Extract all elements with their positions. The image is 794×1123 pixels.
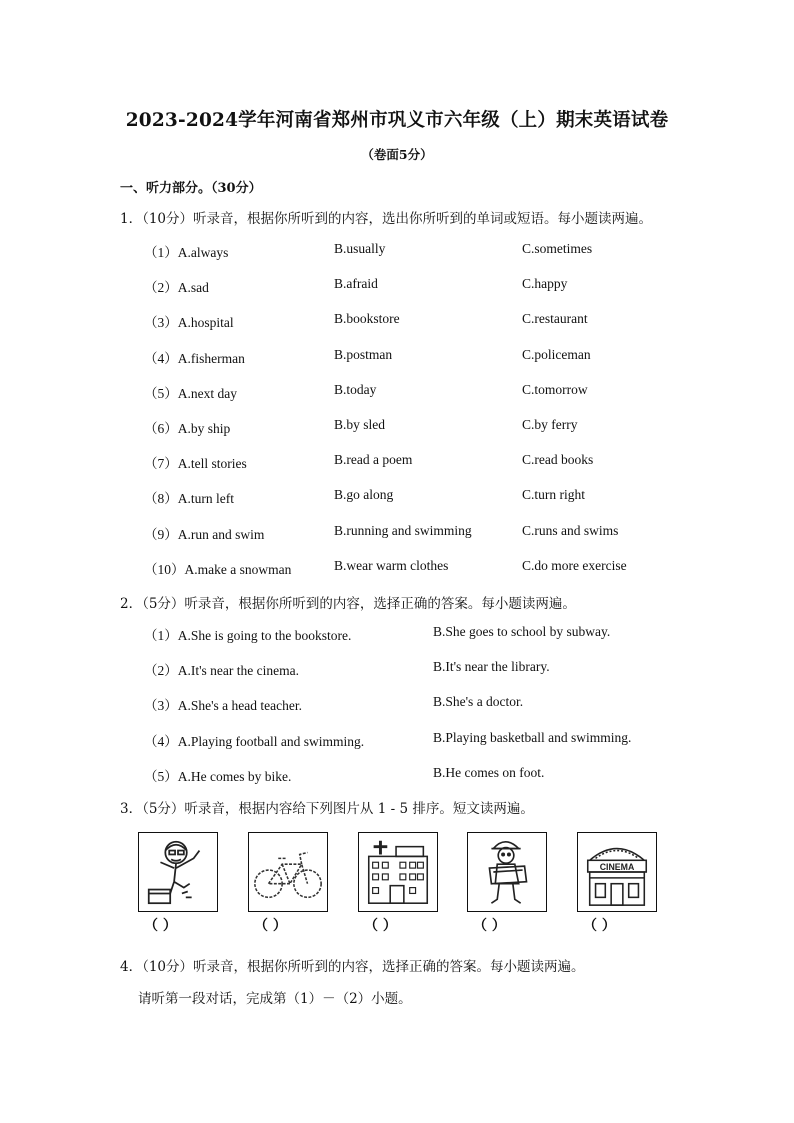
q1-option-2-b[interactable]: B.afraid bbox=[334, 276, 378, 292]
q1-option-2-a[interactable]: （2）A.sad bbox=[144, 280, 209, 296]
q2-option-4-b[interactable]: B.Playing basketball and swimming. bbox=[433, 729, 632, 745]
q4-stem: 4．（10分）听录音，根据你所听到的内容，选择正确的答案。每小题读两遍。 bbox=[120, 959, 585, 975]
q2-option-3-b[interactable]: B.She's a doctor. bbox=[433, 694, 524, 710]
answer-blank-1[interactable]: （ ） bbox=[144, 918, 177, 934]
q2-option-2-b[interactable]: B.It's near the library. bbox=[433, 659, 550, 675]
answer-blank-5[interactable]: （ ） bbox=[583, 918, 616, 934]
bicycle-icon bbox=[248, 832, 328, 912]
q1-option-7-c[interactable]: C.read books bbox=[522, 452, 594, 468]
q1-option-8-c[interactable]: C.turn right bbox=[522, 487, 585, 503]
q2-option-2-a[interactable]: （2）A.It's near the cinema. bbox=[144, 663, 300, 679]
q1-option-9-b[interactable]: B.running and swimming bbox=[334, 522, 472, 538]
q2-option-1-a[interactable]: （1）A.She is going to the bookstore. bbox=[144, 628, 352, 643]
q1-option-1-a[interactable]: （1）A.always bbox=[144, 245, 229, 260]
q1-option-9-c[interactable]: C.runs and swims bbox=[522, 522, 619, 538]
q1-option-7-b[interactable]: B.read a poem bbox=[334, 452, 413, 468]
q1-option-5-b[interactable]: B.today bbox=[334, 381, 377, 397]
exam-title: 2023-2024学年河南省郑州市巩义市六年级（上）期末英语试卷 bbox=[125, 110, 669, 131]
q1-option-4-c[interactable]: C.policeman bbox=[522, 346, 591, 362]
boy-kicking-box-icon bbox=[138, 832, 218, 912]
q1-option-10-a[interactable]: （10）A.make a snowman bbox=[144, 561, 292, 577]
section-heading-listening: 一、听力部分。（30分） bbox=[120, 181, 262, 196]
q1-option-9-a[interactable]: （9）A.run and swim bbox=[144, 526, 265, 542]
q1-option-10-c[interactable]: C.do more exercise bbox=[522, 557, 627, 573]
q1-option-4-b[interactable]: B.postman bbox=[334, 346, 393, 362]
q1-option-10-b[interactable]: B.wear warm clothes bbox=[334, 557, 449, 573]
q1-option-5-c[interactable]: C.tomorrow bbox=[522, 381, 588, 397]
q1-option-8-b[interactable]: B.go along bbox=[334, 487, 394, 503]
q1-option-6-b[interactable]: B.by sled bbox=[334, 417, 386, 432]
q1-option-4-a[interactable]: （4）A.fisherman bbox=[144, 350, 245, 366]
q1-option-3-c[interactable]: C.restaurant bbox=[522, 311, 588, 327]
q2-option-1-b[interactable]: B.She goes to school by subway. bbox=[433, 624, 611, 639]
q1-option-6-a[interactable]: （6）A.by ship bbox=[144, 421, 231, 436]
q1-option-1-b[interactable]: B.usually bbox=[334, 241, 386, 256]
q1-option-3-b[interactable]: B.bookstore bbox=[334, 311, 400, 327]
q2-option-3-a[interactable]: （3）A.She's a head teacher. bbox=[144, 698, 303, 714]
q1-option-5-a[interactable]: （5）A.next day bbox=[144, 385, 237, 401]
q1-option-8-a[interactable]: （8）A.turn left bbox=[144, 491, 234, 507]
q2-option-5-a[interactable]: （5）A.He comes by bike. bbox=[144, 768, 292, 784]
answer-blank-2[interactable]: （ ） bbox=[254, 918, 287, 934]
q1-option-2-c[interactable]: C.happy bbox=[522, 276, 568, 292]
q1-option-7-a[interactable]: （7）A.tell stories bbox=[144, 456, 247, 472]
q2-option-4-a[interactable]: （4）A.Playing football and swimming. bbox=[144, 733, 365, 749]
cinema-icon bbox=[577, 832, 657, 912]
cinema-sign-text: CINEMA bbox=[599, 862, 635, 873]
answer-blank-3[interactable]: （ ） bbox=[364, 918, 397, 934]
answer-blank-4[interactable]: （ ） bbox=[473, 918, 506, 934]
q3-stem: 3．（5分）听录音，根据内容给下列图片从 1 - 5 排序。短文读两遍。 bbox=[120, 801, 534, 817]
q1-stem: 1．（10分）听录音，根据你所听到的内容，选出你所听到的单词或短语。每小题读两遍。 bbox=[120, 211, 653, 227]
q4-note: 请听第一段对话，完成第（1）－（2）小题。 bbox=[138, 991, 412, 1007]
q1-option-1-c[interactable]: C.sometimes bbox=[522, 241, 593, 256]
q1-option-6-c[interactable]: C.by ferry bbox=[522, 417, 578, 432]
q2-option-5-b[interactable]: B.He comes on foot. bbox=[433, 764, 545, 780]
exam-subtitle: （卷面5分） bbox=[361, 147, 433, 162]
q1-option-3-a[interactable]: （3）A.hospital bbox=[144, 315, 234, 331]
q2-stem: 2．（5分）听录音，根据你所听到的内容，选择正确的答案。每小题读两遍。 bbox=[120, 596, 576, 612]
hospital-icon bbox=[358, 832, 438, 912]
delivery-man-icon bbox=[467, 832, 547, 912]
